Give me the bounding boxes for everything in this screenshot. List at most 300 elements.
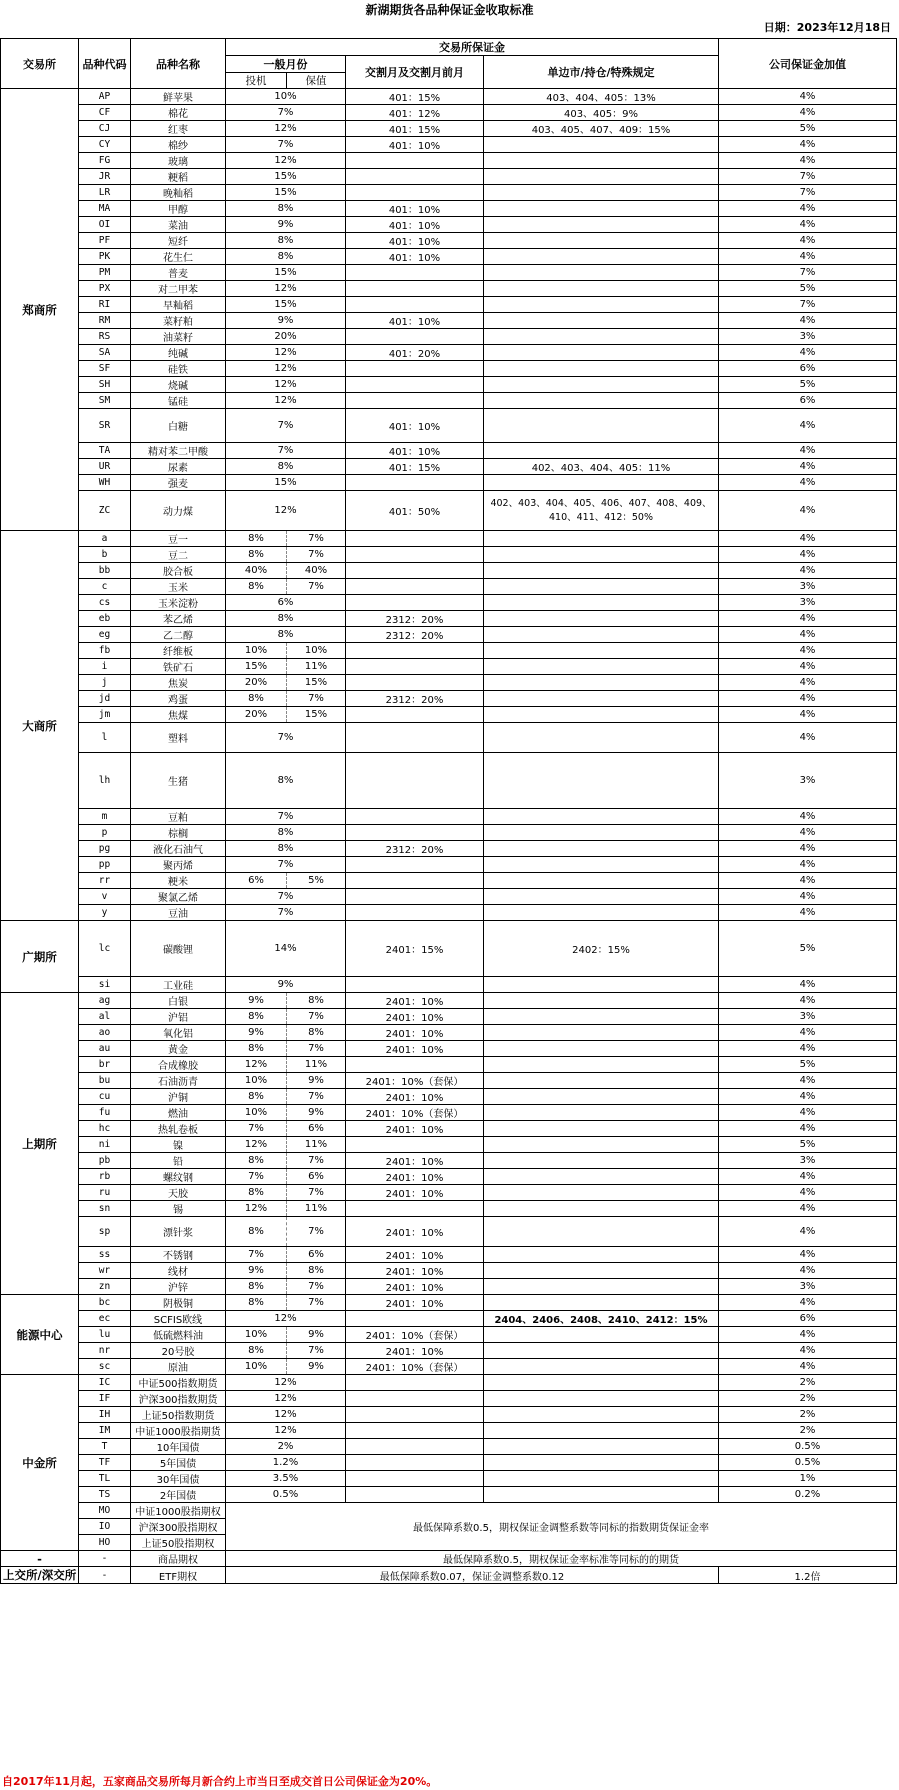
header-name: 品种名称	[131, 39, 226, 89]
product-name: 漂针浆	[131, 1217, 226, 1247]
table-row	[1, 361, 897, 377]
delivery-month-margin	[346, 857, 484, 873]
delivery-month-margin: 401：10%	[346, 201, 484, 217]
table-row	[1, 249, 897, 265]
general-margin: 8%	[226, 611, 346, 627]
product-name: 中证500指数期货	[131, 1375, 226, 1391]
general-margin: 12%	[226, 1311, 346, 1327]
company-margin-add: 4%	[719, 233, 897, 249]
general-margin: 8%	[226, 753, 346, 809]
company-margin-add: 3%	[719, 753, 897, 809]
company-margin-add: 4%	[719, 1041, 897, 1057]
delivery-month-margin: 2312：20%	[346, 841, 484, 857]
company-margin-add: 1.2倍	[719, 1567, 897, 1584]
product-code: LR	[79, 185, 131, 201]
product-code: CJ	[79, 121, 131, 137]
product-name: 燃油	[131, 1105, 226, 1121]
product-name: 烧碱	[131, 377, 226, 393]
speculation-margin: 9%	[226, 1263, 287, 1279]
table-row	[1, 233, 897, 249]
delivery-month-margin	[346, 1423, 484, 1439]
speculation-margin: 7%	[226, 1247, 287, 1263]
special-rule-margin	[484, 753, 719, 809]
special-rule-margin	[484, 1121, 719, 1137]
header-exchange: 交易所	[1, 39, 79, 89]
product-code: b	[79, 547, 131, 563]
special-rule-margin	[484, 1327, 719, 1343]
speculation-margin: 20%	[226, 707, 287, 723]
product-code: TS	[79, 1487, 131, 1503]
header-delivery-month: 交割月及交割月前月	[346, 56, 484, 89]
company-margin-add: 4%	[719, 1343, 897, 1359]
product-name: 低硫燃料油	[131, 1327, 226, 1343]
product-code: sn	[79, 1201, 131, 1217]
product-code: RM	[79, 313, 131, 329]
delivery-month-margin	[346, 1407, 484, 1423]
product-name: 中证1000股指期货	[131, 1423, 226, 1439]
table-row	[1, 659, 897, 675]
speculation-margin: 8%	[226, 1009, 287, 1025]
product-code: OI	[79, 217, 131, 233]
company-margin-add: 4%	[719, 563, 897, 579]
special-rule-margin	[484, 659, 719, 675]
delivery-month-margin: 2401：10%	[346, 1247, 484, 1263]
table-row	[1, 153, 897, 169]
table-row	[1, 459, 897, 475]
delivery-month-margin	[346, 265, 484, 281]
table-row	[1, 1359, 897, 1375]
delivery-month-margin: 2401：10%（套保）	[346, 1105, 484, 1121]
table-row	[1, 409, 897, 443]
table-row	[1, 921, 897, 977]
product-code: bu	[79, 1073, 131, 1089]
product-code: SR	[79, 409, 131, 443]
hedge-margin: 7%	[287, 1295, 346, 1311]
special-rule-margin	[484, 1455, 719, 1471]
product-name: 精对苯二甲酸	[131, 443, 226, 459]
table-row	[1, 201, 897, 217]
delivery-month-margin: 2401：10%	[346, 1263, 484, 1279]
general-margin: 12%	[226, 345, 346, 361]
delivery-month-margin: 401：10%	[346, 409, 484, 443]
header-hedge: 保值	[287, 73, 346, 89]
company-margin-add: 4%	[719, 475, 897, 491]
product-name: 豆一	[131, 531, 226, 547]
hedge-margin: 9%	[287, 1359, 346, 1375]
product-name: 螺纹钢	[131, 1169, 226, 1185]
delivery-month-margin: 401：10%	[346, 313, 484, 329]
product-name: 镍	[131, 1137, 226, 1153]
table-row	[1, 707, 897, 723]
table-row	[1, 723, 897, 753]
speculation-margin: 10%	[226, 1073, 287, 1089]
special-rule-margin	[484, 169, 719, 185]
general-margin: 12%	[226, 393, 346, 409]
company-margin-add: 3%	[719, 595, 897, 611]
delivery-month-margin: 401：10%	[346, 217, 484, 233]
delivery-month-margin: 2401：10%	[346, 1153, 484, 1169]
delivery-month-margin	[346, 579, 484, 595]
page-title: 新湖期货各品种保证金收取标准	[365, 3, 534, 17]
product-name: 玉米淀粉	[131, 595, 226, 611]
product-code: c	[79, 579, 131, 595]
delivery-month-margin: 401：10%	[346, 233, 484, 249]
exchange-name: -	[1, 1551, 79, 1567]
company-margin-add: 0.5%	[719, 1439, 897, 1455]
delivery-month-margin	[346, 1391, 484, 1407]
product-code: i	[79, 659, 131, 675]
company-margin-add: 4%	[719, 1327, 897, 1343]
speculation-margin: 12%	[226, 1201, 287, 1217]
product-name: 聚丙烯	[131, 857, 226, 873]
special-rule-margin	[484, 1025, 719, 1041]
product-name: 铁矿石	[131, 659, 226, 675]
delivery-month-margin: 2401：10%（套保）	[346, 1073, 484, 1089]
product-code: SM	[79, 393, 131, 409]
general-margin: 12%	[226, 1391, 346, 1407]
product-name: 原油	[131, 1359, 226, 1375]
table-row	[1, 1153, 897, 1169]
hedge-margin: 8%	[287, 1025, 346, 1041]
speculation-margin: 8%	[226, 1295, 287, 1311]
hedge-margin: 5%	[287, 873, 346, 889]
product-code: ni	[79, 1137, 131, 1153]
special-rule-margin	[484, 313, 719, 329]
company-margin-add: 5%	[719, 281, 897, 297]
delivery-month-margin	[346, 547, 484, 563]
general-margin: 9%	[226, 217, 346, 233]
table-row	[1, 627, 897, 643]
etf-options-note: 最低保障系数0.07，保证金调整系数0.12	[226, 1567, 719, 1584]
table-row	[1, 595, 897, 611]
product-name: 30年国债	[131, 1471, 226, 1487]
product-name: 玻璃	[131, 153, 226, 169]
header-general-month: 一般月份	[226, 56, 346, 73]
delivery-month-margin	[346, 297, 484, 313]
speculation-margin: 15%	[226, 659, 287, 675]
delivery-month-margin: 2401：10%（套保）	[346, 1327, 484, 1343]
company-margin-add: 4%	[719, 459, 897, 475]
special-rule-margin	[484, 905, 719, 921]
product-name: 早籼稻	[131, 297, 226, 313]
delivery-month-margin	[346, 809, 484, 825]
special-rule-margin	[484, 993, 719, 1009]
table-row	[1, 547, 897, 563]
speculation-margin: 9%	[226, 1025, 287, 1041]
product-name: 苯乙烯	[131, 611, 226, 627]
product-name: 上证50股指期权	[131, 1535, 226, 1551]
delivery-month-margin: 401：10%	[346, 249, 484, 265]
product-code: FG	[79, 153, 131, 169]
header-speculation: 投机	[226, 73, 287, 89]
table-row	[1, 1263, 897, 1279]
delivery-month-margin	[346, 475, 484, 491]
speculation-margin: 12%	[226, 1137, 287, 1153]
company-margin-add: 4%	[719, 857, 897, 873]
speculation-margin: 10%	[226, 1105, 287, 1121]
table-row	[1, 393, 897, 409]
product-name: 花生仁	[131, 249, 226, 265]
product-code: ss	[79, 1247, 131, 1263]
product-code: AP	[79, 89, 131, 105]
special-rule-margin	[484, 825, 719, 841]
company-margin-add: 4%	[719, 993, 897, 1009]
company-margin-add: 4%	[719, 491, 897, 531]
company-margin-add: 4%	[719, 723, 897, 753]
header-code: 品种代码	[79, 39, 131, 89]
general-margin: 9%	[226, 313, 346, 329]
table-row	[1, 1185, 897, 1201]
special-rule-margin	[484, 1247, 719, 1263]
product-code: l	[79, 723, 131, 753]
delivery-month-margin: 401：12%	[346, 105, 484, 121]
margin-table-body	[1, 89, 897, 1584]
table-row	[1, 1343, 897, 1359]
general-margin: 6%	[226, 595, 346, 611]
product-name: 鸡蛋	[131, 691, 226, 707]
table-row	[1, 169, 897, 185]
product-name: 碳酸锂	[131, 921, 226, 977]
special-rule-margin	[484, 1295, 719, 1311]
hedge-margin: 7%	[287, 1217, 346, 1247]
product-name: 氧化铝	[131, 1025, 226, 1041]
delivery-month-margin	[346, 329, 484, 345]
product-code: PF	[79, 233, 131, 249]
product-code: ao	[79, 1025, 131, 1041]
company-margin-add: 4%	[719, 89, 897, 105]
company-margin-add: 4%	[719, 1105, 897, 1121]
hedge-margin: 7%	[287, 1041, 346, 1057]
hedge-margin: 11%	[287, 1137, 346, 1153]
product-name: 豆粕	[131, 809, 226, 825]
product-code: MO	[79, 1503, 131, 1519]
delivery-month-margin: 2312：20%	[346, 611, 484, 627]
hedge-margin: 9%	[287, 1105, 346, 1121]
product-name: 工业硅	[131, 977, 226, 993]
product-code: pg	[79, 841, 131, 857]
speculation-margin: 7%	[226, 1121, 287, 1137]
special-rule-margin	[484, 595, 719, 611]
table-row	[1, 491, 897, 531]
special-rule-margin	[484, 889, 719, 905]
company-margin-add: 3%	[719, 579, 897, 595]
table-row	[1, 1391, 897, 1407]
special-rule-margin: 403、405、407、409：15%	[484, 121, 719, 137]
hedge-margin: 7%	[287, 1343, 346, 1359]
special-rule-margin	[484, 1041, 719, 1057]
hedge-margin: 6%	[287, 1121, 346, 1137]
product-name: 纯碱	[131, 345, 226, 361]
product-code: IO	[79, 1519, 131, 1535]
special-rule-margin	[484, 409, 719, 443]
product-name: SCFIS欧线	[131, 1311, 226, 1327]
general-margin: 12%	[226, 153, 346, 169]
special-rule-margin: 2404、2406、2408、2410、2412：15%	[484, 1311, 719, 1327]
product-code: bb	[79, 563, 131, 579]
table-row	[1, 1423, 897, 1439]
product-name: 合成橡胶	[131, 1057, 226, 1073]
product-name: 沪锌	[131, 1279, 226, 1295]
delivery-month-margin	[346, 977, 484, 993]
product-name: 沪铜	[131, 1089, 226, 1105]
company-margin-add: 4%	[719, 531, 897, 547]
company-margin-add: 4%	[719, 1295, 897, 1311]
product-name: 棕榈	[131, 825, 226, 841]
general-margin: 15%	[226, 265, 346, 281]
table-row	[1, 841, 897, 857]
delivery-month-margin	[346, 643, 484, 659]
general-margin: 3.5%	[226, 1471, 346, 1487]
hedge-margin: 7%	[287, 1185, 346, 1201]
hedge-margin: 9%	[287, 1327, 346, 1343]
special-rule-margin	[484, 841, 719, 857]
general-margin: 12%	[226, 491, 346, 531]
product-code: nr	[79, 1343, 131, 1359]
product-name: 棉纱	[131, 137, 226, 153]
table-row	[1, 1279, 897, 1295]
table-row	[1, 185, 897, 201]
delivery-month-margin	[346, 753, 484, 809]
delivery-month-margin	[346, 185, 484, 201]
special-rule-margin: 402、403、404、405：11%	[484, 459, 719, 475]
product-name: 阴极铜	[131, 1295, 226, 1311]
product-name: ETF期权	[131, 1567, 226, 1584]
exchange-name: 广期所	[1, 921, 79, 993]
company-margin-add: 4%	[719, 547, 897, 563]
table-row	[1, 217, 897, 233]
delivery-month-margin: 401：15%	[346, 121, 484, 137]
product-code: ru	[79, 1185, 131, 1201]
product-name: 动力煤	[131, 491, 226, 531]
product-code: pb	[79, 1153, 131, 1169]
company-margin-add: 4%	[719, 841, 897, 857]
speculation-margin: 8%	[226, 1217, 287, 1247]
speculation-margin: 8%	[226, 1185, 287, 1201]
product-code: au	[79, 1041, 131, 1057]
exchange-name: 上期所	[1, 993, 79, 1295]
general-margin: 15%	[226, 297, 346, 313]
product-code: lu	[79, 1327, 131, 1343]
table-row	[1, 297, 897, 313]
company-margin-add: 4%	[719, 905, 897, 921]
delivery-month-margin: 2401：10%	[346, 1217, 484, 1247]
table-row	[1, 1327, 897, 1343]
product-code: cs	[79, 595, 131, 611]
company-margin-add: 4%	[719, 659, 897, 675]
table-row	[1, 753, 897, 809]
speculation-margin: 40%	[226, 563, 287, 579]
product-code: a	[79, 531, 131, 547]
general-margin: 15%	[226, 169, 346, 185]
table-row	[1, 905, 897, 921]
speculation-margin: 7%	[226, 1169, 287, 1185]
table-row	[1, 377, 897, 393]
special-rule-margin	[484, 611, 719, 627]
special-rule-margin	[484, 1201, 719, 1217]
speculation-margin: 8%	[226, 691, 287, 707]
table-row	[1, 1567, 897, 1584]
product-name: 上证50指数期货	[131, 1407, 226, 1423]
product-code: ag	[79, 993, 131, 1009]
company-margin-add: 5%	[719, 1137, 897, 1153]
table-row	[1, 809, 897, 825]
product-code: -	[79, 1551, 131, 1567]
company-margin-add: 6%	[719, 1311, 897, 1327]
product-name: 沪深300指数期货	[131, 1391, 226, 1407]
delivery-month-margin	[346, 281, 484, 297]
special-rule-margin	[484, 1407, 719, 1423]
speculation-margin: 12%	[226, 1057, 287, 1073]
delivery-month-margin	[346, 595, 484, 611]
product-code: ec	[79, 1311, 131, 1327]
special-rule-margin	[484, 1391, 719, 1407]
table-row	[1, 313, 897, 329]
company-margin-add: 3%	[719, 1153, 897, 1169]
general-margin: 10%	[226, 89, 346, 105]
product-name: 不锈钢	[131, 1247, 226, 1263]
product-name: 5年国债	[131, 1455, 226, 1471]
special-rule-margin	[484, 1359, 719, 1375]
delivery-month-margin	[346, 825, 484, 841]
table-row	[1, 531, 897, 547]
general-margin: 15%	[226, 475, 346, 491]
product-code: PM	[79, 265, 131, 281]
hedge-margin: 11%	[287, 1201, 346, 1217]
delivery-month-margin	[346, 723, 484, 753]
delivery-month-margin	[346, 563, 484, 579]
table-row	[1, 1503, 897, 1519]
special-rule-margin	[484, 977, 719, 993]
company-margin-add: 4%	[719, 1073, 897, 1089]
table-row	[1, 1137, 897, 1153]
speculation-margin: 8%	[226, 547, 287, 563]
product-code: PX	[79, 281, 131, 297]
product-code: jm	[79, 707, 131, 723]
company-margin-add: 4%	[719, 201, 897, 217]
product-name: 10年国债	[131, 1439, 226, 1455]
general-margin: 8%	[226, 249, 346, 265]
table-row	[1, 137, 897, 153]
special-rule-margin	[484, 1185, 719, 1201]
product-code: rr	[79, 873, 131, 889]
table-row	[1, 1121, 897, 1137]
speculation-margin: 6%	[226, 873, 287, 889]
product-name: 2年国债	[131, 1487, 226, 1503]
product-code: TL	[79, 1471, 131, 1487]
product-code: bc	[79, 1295, 131, 1311]
table-row	[1, 1169, 897, 1185]
delivery-month-margin	[346, 873, 484, 889]
hedge-margin: 7%	[287, 547, 346, 563]
delivery-month-margin	[346, 377, 484, 393]
product-name: 铅	[131, 1153, 226, 1169]
exchange-name: 郑商所	[1, 89, 79, 531]
speculation-margin: 10%	[226, 643, 287, 659]
company-margin-add: 4%	[719, 443, 897, 459]
table-row	[1, 643, 897, 659]
product-code: rb	[79, 1169, 131, 1185]
special-rule-margin	[484, 185, 719, 201]
table-row	[1, 265, 897, 281]
delivery-month-margin	[346, 361, 484, 377]
hedge-margin: 7%	[287, 691, 346, 707]
product-code: IC	[79, 1375, 131, 1391]
hedge-margin: 7%	[287, 1153, 346, 1169]
product-code: fu	[79, 1105, 131, 1121]
product-code: lc	[79, 921, 131, 977]
delivery-month-margin	[346, 905, 484, 921]
special-rule-margin	[484, 297, 719, 313]
